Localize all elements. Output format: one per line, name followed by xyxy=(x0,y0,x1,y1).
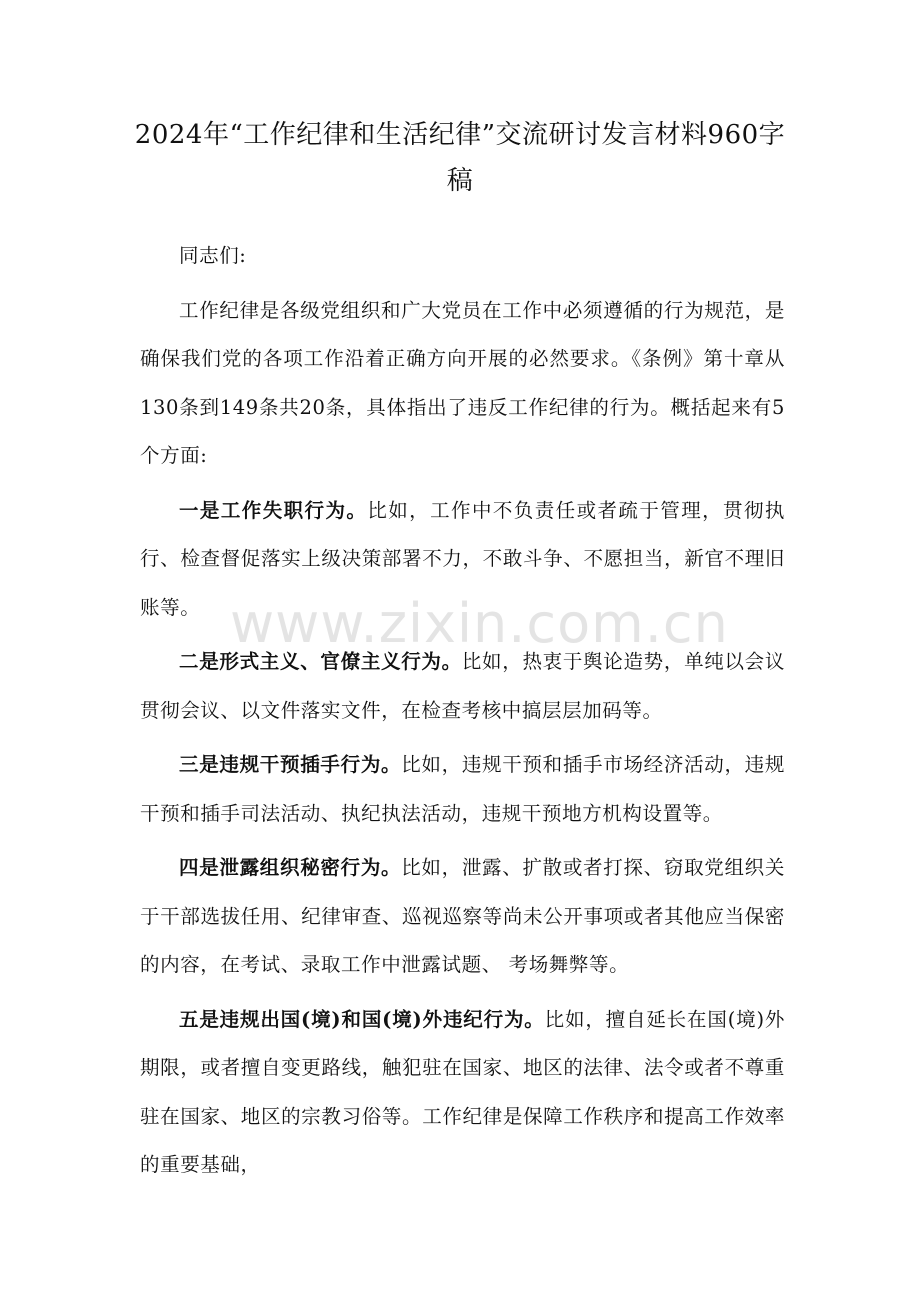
point-heading-1: 一是工作失职行为。 xyxy=(179,498,368,522)
point-heading-5: 五是违规出国(境)和国(境)外违纪行为。 xyxy=(179,1007,545,1031)
point-heading-3: 三是违规干预插手行为。 xyxy=(179,753,402,776)
point-text-5: 比如，擅自延长在国(境)外期限，或者擅自变更路线，触犯驻在国家、地区的法律、法令或者不尊重驻在国家、地区的宗教习俗等。工作纪律是保障工作秩序和提高工作效率的重要基础， xyxy=(140,1007,786,1176)
salutation: 同志们: xyxy=(179,244,247,267)
point-text-2: 比如，热衷于舆论造势，单纯以会议贯彻会议、以文件落实文件，在检查考核中搞层层加码等。 xyxy=(140,650,785,722)
point-text-1: 比如，工作中不负责任或者疏于管理，贯彻执行、检查督促落实上级决策部署不力，不敢斗争、不愿担当，新官不理旧账等。 xyxy=(140,498,785,619)
document-body xyxy=(140,232,785,1190)
point-paragraph-3 xyxy=(140,741,785,838)
point-paragraph-5 xyxy=(140,996,785,1190)
document-title: 2024年“工作纪律和生活纪律”交流研讨发言材料960字稿 xyxy=(134,120,786,196)
point-heading-2: 二是形式主义、官僚主义行为。 xyxy=(179,650,462,673)
intro-paragraph: 工作纪律是各级党组织和广大党员在工作中必须遵循的行为规范，是确保我们党的各项工作沿着正确方向开展的必然要求。《条例》第十章从130条到149条共20条，具体指出了违反工作纪律的行为。概括起来有5个方面: xyxy=(140,298,785,467)
point-paragraph-2 xyxy=(140,638,785,735)
point-text-3: 比如，违规干预和插手市场经济活动，违规干预和插手司法活动、执纪执法活动，违规干预地方机构设置等。 xyxy=(140,753,785,825)
point-paragraph-1 xyxy=(140,487,785,633)
point-text-4: 比如，泄露、扩散或者打探、窃取党组织关于干部选拔任用、纪律审查、巡视巡察等尚未公开事项或者其他应当保密的内容，在考试、录取工作中泄露试题、 考场舞弊等。 xyxy=(140,856,785,976)
point-heading-4: 四是泄露组织秘密行为。 xyxy=(179,856,402,879)
point-paragraph-4 xyxy=(140,844,785,990)
watermark: www.zixin.com.cn xyxy=(230,592,729,655)
